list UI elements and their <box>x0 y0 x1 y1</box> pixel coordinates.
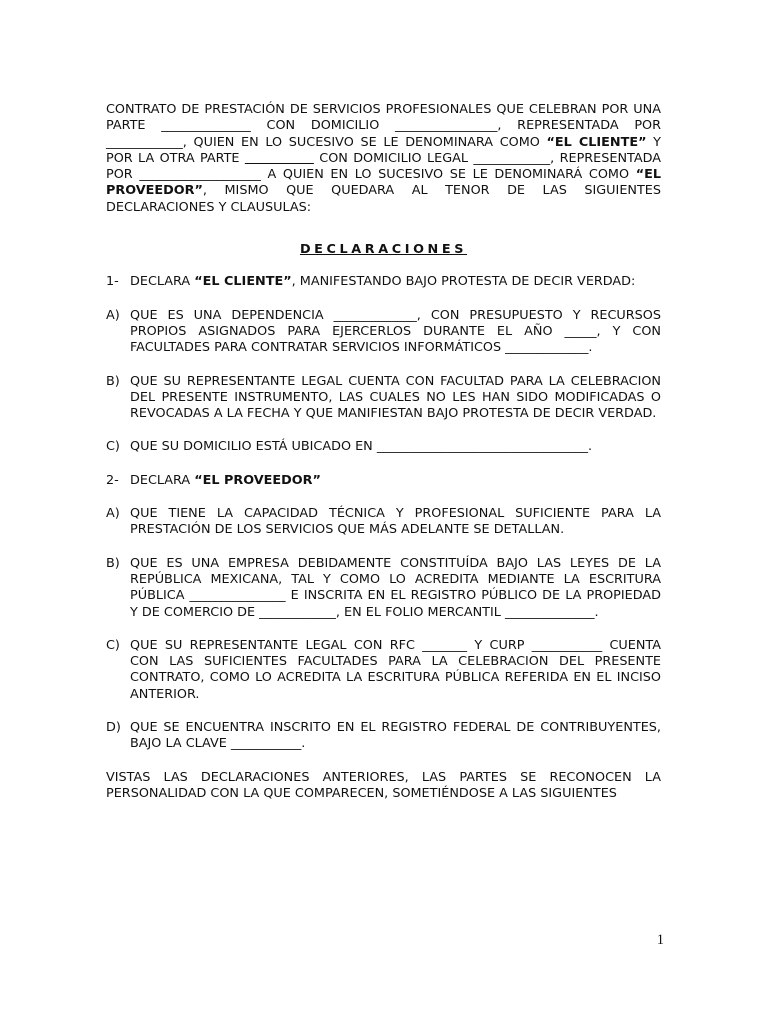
item-label: C) <box>106 637 120 653</box>
item-text: QUE SU REPRESENTANTE LEGAL CUENTA CON FACULTAD PARA LA CELEBRACION DEL PRESENTE INSTRUMENTO, LAS CUALES NO LES HAN SIDO MODIFICADAS O REVOCADAS A LA FECHA Y QUE MANIFIESTAN BAJO PROTESTA DE DECIR VERDAD. <box>130 373 661 422</box>
section-party: “EL PROVEEDOR” <box>194 472 321 488</box>
section-1-header <box>106 274 661 290</box>
item-text: QUE ES UNA EMPRESA DEBIDAMENTE CONSTITUÍDA BAJO LAS LEYES DE LA REPÚBLICA MEXICANA, TAL Y COMO LO ACREDITA MEDIANTE LA ESCRITURA PÚBLICA _______________ E INSCRITA EN EL REGISTRO PÚBLICO DE LA PROPIEDAD Y DE COMERCIO DE ____________, EN EL FOLIO MERCANTIL ______________. <box>130 555 661 620</box>
document-page <box>106 102 661 819</box>
item-label: B) <box>106 373 120 389</box>
section-text: DECLARA <box>130 274 195 290</box>
intro-paragraph <box>106 102 661 216</box>
closing-paragraph: VISTAS LAS DECLARACIONES ANTERIORES, LAS PARTES SE RECONOCEN LA PERSONALIDAD CON LA QUE COMPARECEN, SOMETIÉNDOSE A LAS SIGUIENTES <box>106 769 661 801</box>
declaration-item <box>106 556 661 621</box>
declaration-item <box>106 720 661 753</box>
intro-text-1: CONTRATO DE PRESTACIÓN DE SERVICIOS PROFESIONALES QUE CELEBRAN POR UNA PARTE ______________ CON DOMICILIO ________________, REPRESENTADA POR ____________, QUIEN EN LO SUCESIVO SE LE DENOMINARA COMO <box>106 102 661 150</box>
item-label: D) <box>106 720 121 736</box>
item-label: B) <box>106 555 120 571</box>
intro-text-2: Y POR LA OTRA PARTE <box>106 134 661 166</box>
item-label: A) <box>106 307 120 323</box>
section-number: 1- <box>106 274 119 290</box>
item-text: QUE SU REPRESENTANTE LEGAL CON RFC _______ Y CURP ___________ CUENTA CON LAS SUFICIENTES FACULTADES PARA LA CELEBRACION DEL PRESENTE CONTRATO, COMO LO ACREDITA LA ESCRITURA PÚBLICA REFERIDA EN EL INCISO ANTERIOR. <box>130 637 661 702</box>
declaration-item <box>106 439 661 455</box>
intro-text-4: , MISMO QUE QUEDARA AL TENOR DE LAS SIGUIENTES DECLARACIONES Y CLAUSULAS: <box>106 183 661 215</box>
item-text: QUE ES UNA DEPENDENCIA _____________, CON PRESUPUESTO Y RECURSOS PROPIOS ASIGNADOS PARA EJERCERLOS DURANTE EL AÑO _____, Y CON FACULTADES PARA CONTRATAR SERVICIOS INFORMÁTICOS _____________. <box>130 307 661 356</box>
provider-name-blank <box>245 151 314 166</box>
section-text: DECLARA <box>130 472 195 488</box>
page-number: 1 <box>656 932 664 948</box>
item-label: C) <box>106 439 120 455</box>
declaration-item <box>106 506 661 539</box>
item-label: A) <box>106 506 120 522</box>
item-text: QUE SU DOMICILIO ESTÁ UBICADO EN _________________________________. <box>130 439 593 455</box>
party-client-label: “EL CLIENTE” <box>546 134 647 150</box>
item-text: QUE SE ENCUENTRA INSCRITO EN EL REGISTRO FEDERAL DE CONTRIBUYENTES, BAJO LA CLAVE ___________. <box>130 720 661 752</box>
section-number: 2- <box>106 472 119 488</box>
party-provider-label: “EL PROVEEDOR” <box>106 167 661 199</box>
declaration-item <box>106 638 661 703</box>
section-party: “EL CLIENTE” <box>194 274 292 290</box>
declaration-item <box>106 308 661 357</box>
item-text: QUE TIENE LA CAPACIDAD TÉCNICA Y PROFESIONAL SUFICIENTE PARA LA PRESTACIÓN DE LOS SERVICIOS QUE MÁS ADELANTE SE DETALLAN. <box>130 506 661 538</box>
section-2-header <box>106 473 661 489</box>
declaration-item <box>106 374 661 423</box>
section-text: , MANIFESTANDO BAJO PROTESTA DE DECIR VERDAD: <box>291 274 636 290</box>
declarations-heading: DECLARACIONES <box>299 242 468 258</box>
intro-text-3: CON DOMICILIO LEGAL ____________, REPRESENTADA POR ___________________ A QUIEN EN LO SUCESIVO SE LE DENOMINARÁ COMO <box>106 150 661 183</box>
